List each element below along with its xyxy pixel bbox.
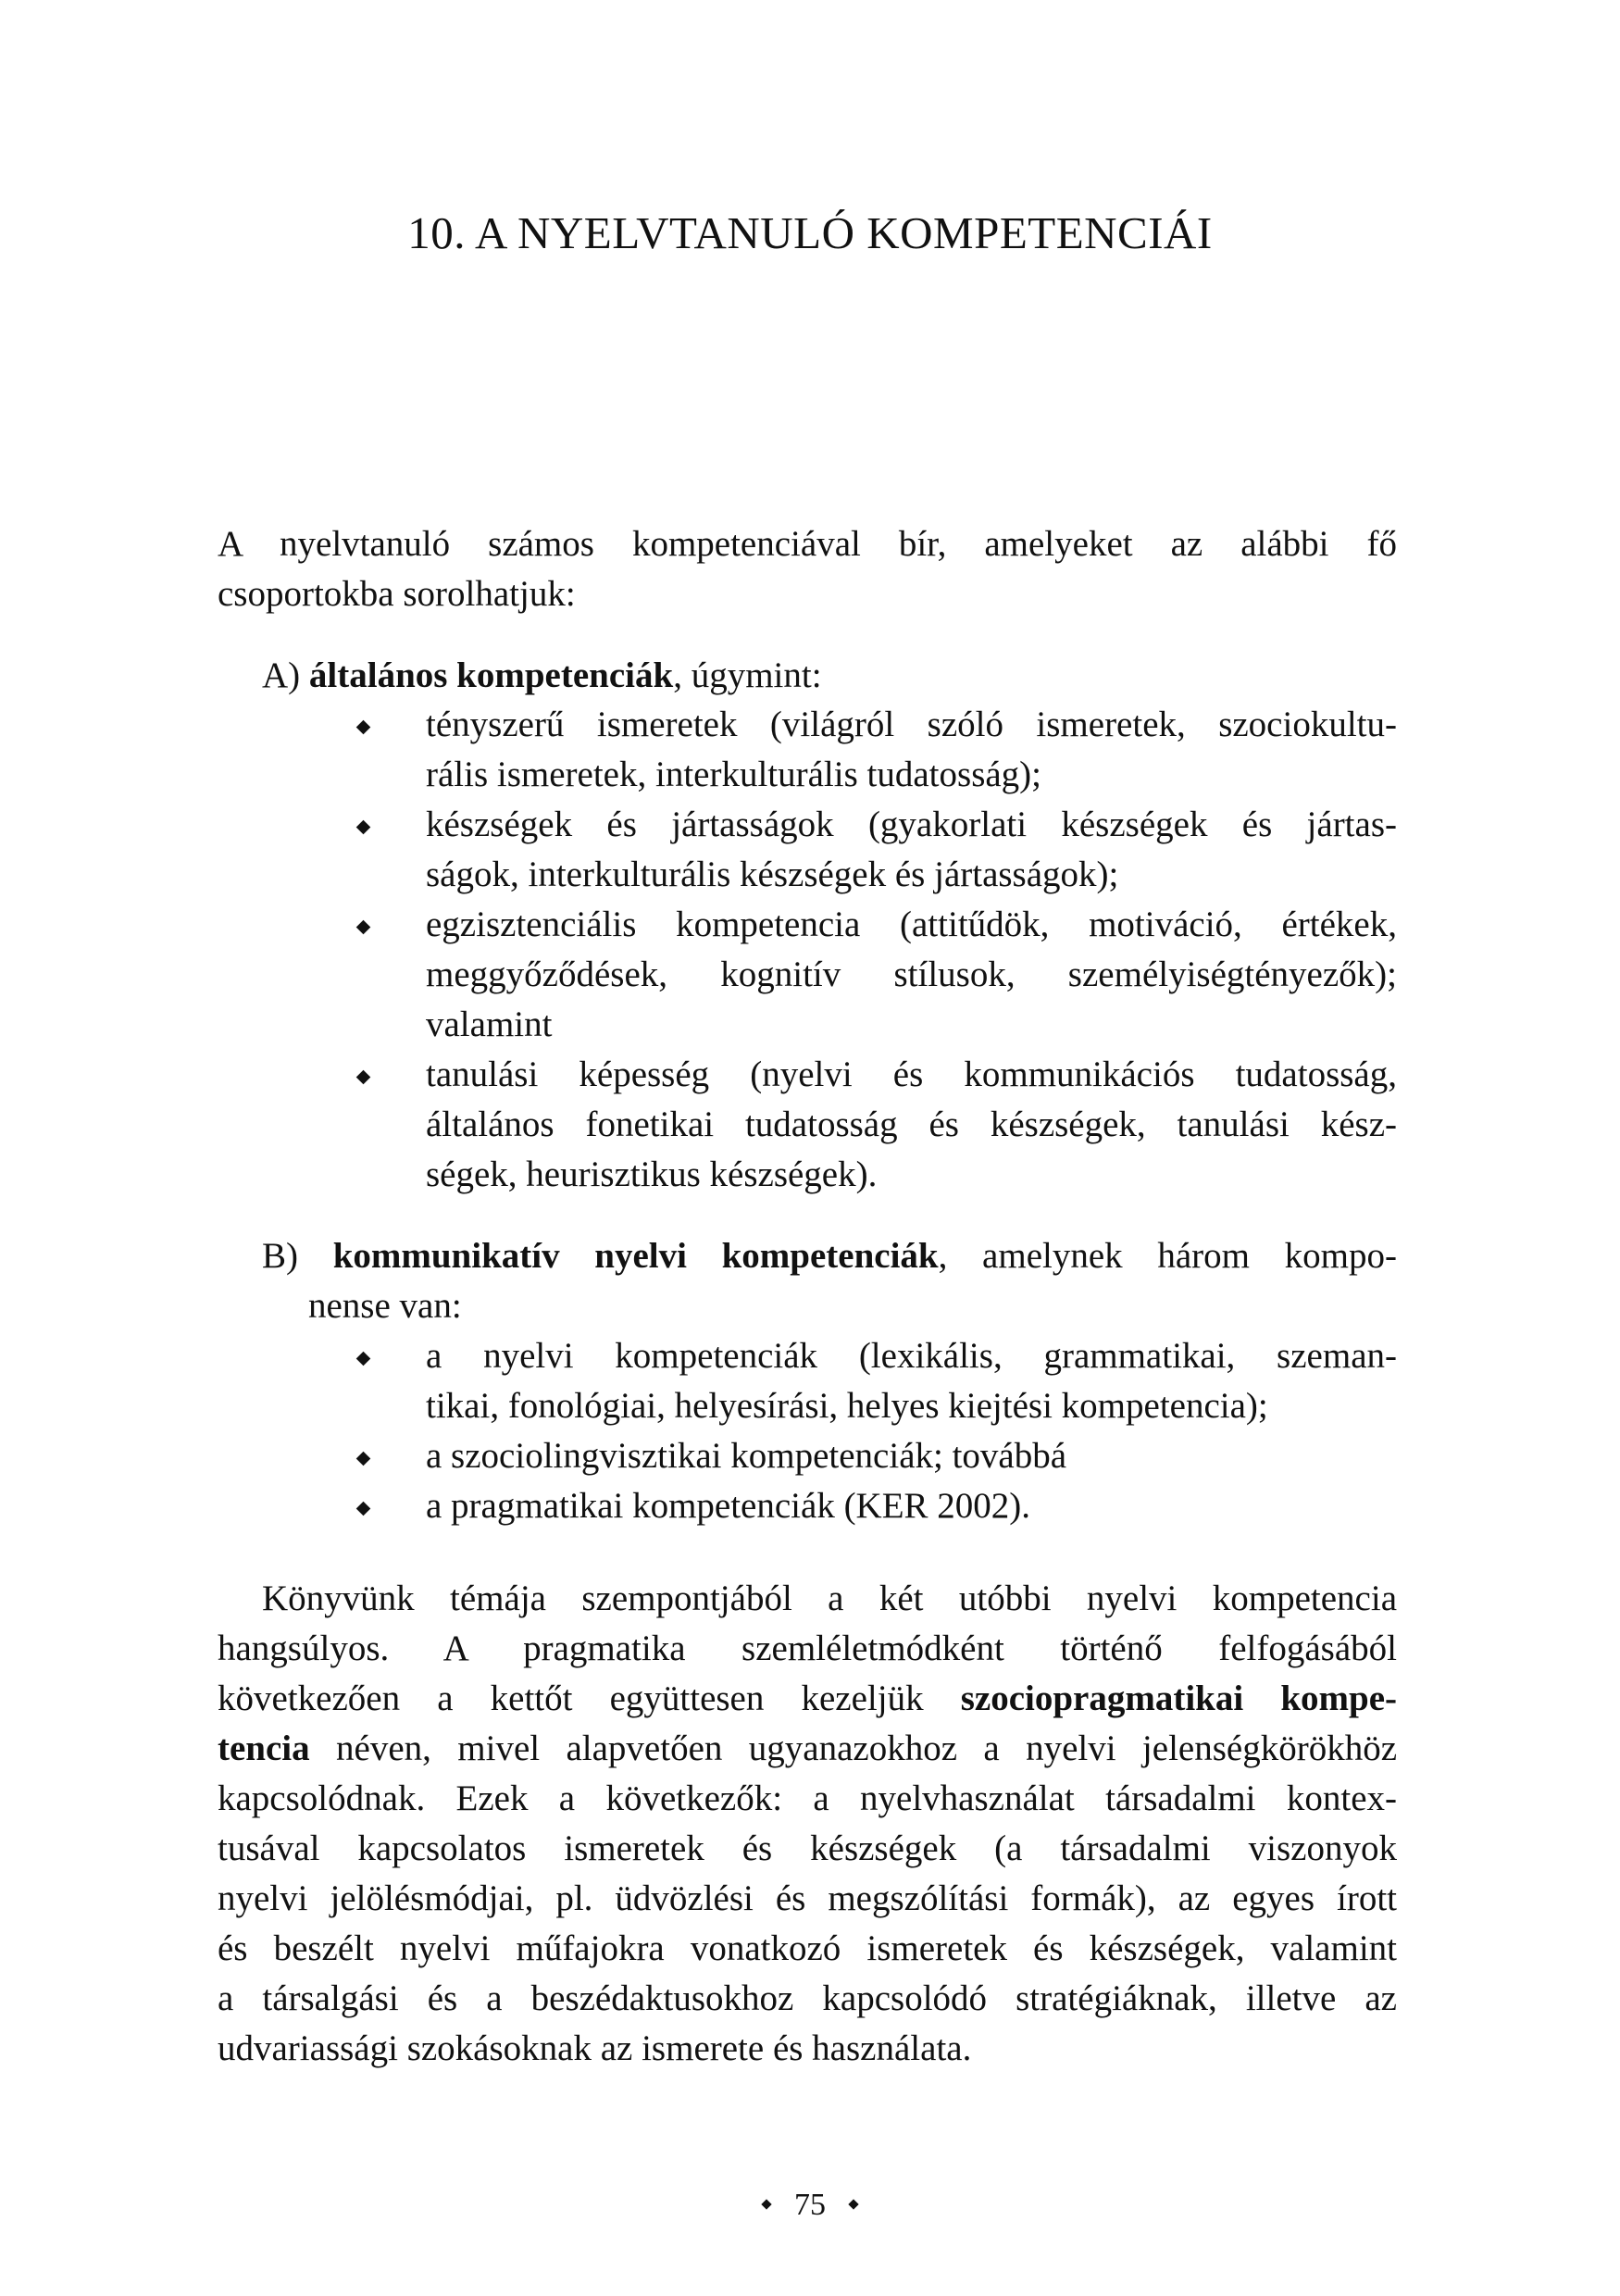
closing-line-2: hangsúlyos. A pragmatika szemléletmódként történő felfogásából [218,1628,1397,1668]
list-item-a2-line2: ságok, interkulturális készségek és jártasságok); [426,855,1119,894]
list-item-a2-line1: készségek és jártasságok (gyakorlati készségek és jártas- [426,805,1397,844]
section-a-heading [262,651,822,701]
page-number: 75 [794,2188,826,2222]
closing-line-8: és beszélt nyelvi műfajokra vonatkozó ismeretek és készségek, valamint [218,1928,1397,1968]
bullet-icon [356,1502,371,1516]
closing-line-3-text: következően a kettőt együttesen kezeljük [218,1678,961,1718]
section-b-label: B) [262,1236,298,1276]
list-item-a3-line3: valamint [426,1004,553,1044]
section-b-term: kommunikatív nyelvi kompetenciák [332,1236,939,1276]
bold-term-part1: szociopragmatikai kompe- [960,1678,1397,1718]
list-item-a1-line1: tényszerű ismeretek (világról szóló ismeretek, szociokultu- [426,705,1397,744]
closing-line-7: nyelvi jelölésmódjai, pl. üdvözlési és megszólítási formák), az egyes írott [218,1878,1397,1918]
list-item-a4-line1: tanulási képesség (nyelvi és kommunikációs tudatosság, [426,1054,1397,1094]
section-a-rest: , úgymint: [673,655,822,695]
bullet-icon [356,720,371,735]
bullet-icon [356,920,371,935]
intro-line-1: A nyelvtanuló számos kompetenciával bír, amelyeket az alábbi fő [218,524,1397,564]
diamond-icon [848,2200,858,2210]
list-item-b2-line1: a szociolingvisztikai kompetenciák; továbbá [426,1436,1067,1476]
intro-line-2: csoportokba sorolhatjuk: [218,574,576,614]
closing-line-4-text: néven, mivel alapvetően ugyanazokhoz a nyelvi jelenségkörökhöz [336,1728,1397,1768]
bullet-icon [356,1452,371,1466]
list-item-a4-line2: általános fonetikai tudatosság és készségek, tanulási kész- [426,1104,1397,1144]
closing-line-6: tusával kapcsolatos ismeretek és készségek (a társadalmi viszonyok [218,1828,1397,1868]
section-a-label: A) [262,655,301,695]
bullet-icon [356,1352,371,1366]
diamond-icon [761,2200,771,2210]
list-item-b1-line2: tikai, fonológiai, helyesírási, helyes kiejtési kompetencia); [426,1386,1268,1426]
section-b-heading [262,1231,1397,1281]
list-item-a4-line3: ségek, heurisztikus készségek). [426,1154,878,1194]
closing-line-4 [218,1724,1397,1774]
closing-line-9: a társalgási és a beszédaktusokhoz kapcsolódó stratégiáknak, illetve az [218,1978,1397,2018]
section-b-line2: nense van: [308,1286,462,1326]
list-item-a3-line2: meggyőződések, kognitív stílusok, személyiségtényezők); [426,955,1397,994]
list-item-b1-line1: a nyelvi kompetenciák (lexikális, grammatikai, szeman- [426,1336,1397,1376]
section-a-term: általános kompetenciák [308,655,674,695]
list-item-a1-line2: rális ismeretek, interkulturális tudatosság); [426,755,1041,794]
bullet-icon [356,820,371,835]
page-footer [0,2185,1620,2226]
list-item-a3-line1: egzisztenciális kompetencia (attitűdök, motiváció, értékek, [426,905,1397,944]
closing-line-3 [218,1674,1397,1724]
chapter-title: 10. A NYELVTANULÓ KOMPETENCIÁI [407,207,1213,258]
bold-term-part2: tencia [218,1728,310,1768]
closing-line-5: kapcsolódnak. Ezek a következők: a nyelvhasználat társadalmi kontex- [218,1778,1397,1818]
closing-line-10: udvariassági szokásoknak az ismerete és használata. [218,2028,972,2068]
list-item-b3-line1: a pragmatikai kompetenciák (KER 2002). [426,1486,1031,1526]
section-b-rest: , amelynek három kompo- [938,1236,1397,1276]
bullet-icon [356,1070,371,1085]
closing-line-1: Könyvünk témája szempontjából a két utóbbi nyelvi kompetencia [262,1578,1397,1618]
